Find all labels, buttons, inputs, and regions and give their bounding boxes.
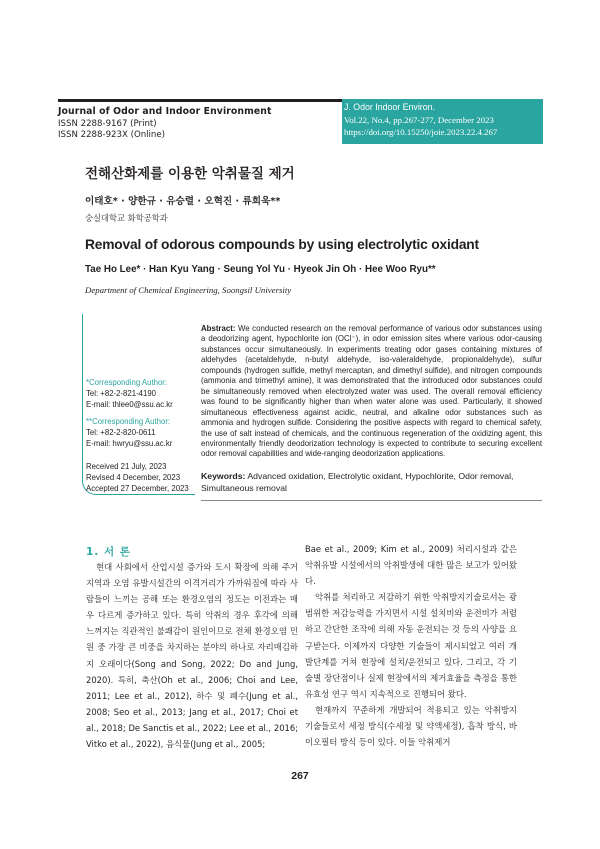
paragraph: 악취를 처리하고 저감하기 위한 악취방지기술로서는 광범위한 저감능력을 가지면서 시설 설치비와 운전비가 저렴하고 간단한 조작에 의해 자동 운전되는 것 등의 사양을 요구받는다. 이제까지 다양한 기술들이 제시되었고 여러 개발단계를 거쳐 현장에 설치/운전되고 있다. 그리고, 각 기술별 장단점이나 실제 현장에서의 제거효율을 측정을 통한 유효성 연구 역시 지속적으로 진행되어 왔다. — [305, 592, 517, 699]
page-number: 267 — [291, 770, 309, 782]
keywords — [201, 470, 542, 494]
korean-title: 전해산화제를 이용한 악취물질 제거 — [85, 166, 295, 182]
issn-online: ISSN 2288-923X (Online) — [58, 130, 166, 140]
paragraph: 현대 사회에서 산업시설 증가와 도시 확장에 의해 주거지역과 오염 유발시설간의 이격거리가 가까워짐에 따라 사람들이 느끼는 공해 또는 환경오염의 정도는 이전과는 매우 다르게 증가하고 있다. 특히 악취의 경우 후각에 의해 느껴지는 직관적인 불쾌감이 원인이므로 전체 환경오염 민원 중 가장 큰 비중을 차지하는 분야의 하나로 자리매김하지 오래이다(Song and Song, 2022; Do and Jung, 2020). 특히, 축산(Oh et al., 2006; Choi and Lee, 2011; Lee et al., 2012), 하수 및 폐수(Jung et al., 2008; Seo et al., 2013; Jang et al., 2017; Choi et al., 2018; De Sanctis et al., 2022; Lee et al., 2016; Vitko et al., 2022), 음식물(Jung et al., 2005; — [86, 562, 298, 750]
abstract-label: Abstract: — [201, 324, 236, 333]
english-title: Removal of odorous compounds by using electrolytic oxidant — [85, 237, 479, 252]
corresponding-tel-2: Tel: +82-2-820-0611 — [86, 428, 156, 437]
accepted-date: Accepted 27 December, 2023 — [86, 484, 189, 493]
keywords-text: Advanced oxidation, Electrolytic oxidant, Hypochlorite, Odor removal, Simultaneous removal — [201, 471, 514, 493]
revised-date: Revised 4 December, 2023 — [86, 473, 181, 482]
received-date: Received 21 July, 2023 — [86, 462, 167, 471]
corresponding-email-2[interactable]: E-mail: hwryu@ssu.ac.kr — [86, 439, 173, 448]
corresponding-email-1[interactable]: E-mail: thlee0@ssu.ac.kr — [86, 400, 173, 409]
citation-block — [342, 99, 543, 144]
body-column-left — [86, 559, 298, 752]
abstract-text: We conducted research on the removal performance of various odor substances using a deodorizing agent, hypochlorite ion (OCl⁻), in odor emission sites where various odor-causing substances occur simultaneously. In experiments treating odor gases containing mixtures of aldehydes (acetaldehyde, n-butyl aldehyde, iso-valeraldehyde, propionaldehyde), sulfur compounds (hydrogen sulfide, methyl mercaptan, and dimethyl sulfide), and nitrogen compounds (ammonia and trimethyl amine), it was demonstrated that the introduced odor substances could be simultaneously removed when electrolyzed water was used. The overall removal efficiency was found to be significantly higher than when water alone was used. Particularly, it showed simultaneous effectiveness against acidic, neutral, and alkaline odor substances such as ammonia and hydrogen sulfide. Considering the positive aspects with regard to chemical safety, the use of salt instead of chemicals, and the continuous regeneration of the oxidizing agent, this environmentally friendly deodorization technology is expected to contribute to securing excellent odor removal capabilities and wide-ranging deodorization applications. — [201, 324, 542, 459]
issn-print: ISSN 2288-9167 (Print) — [58, 119, 157, 129]
korean-affiliation: 숭실대학교 화학공학과 — [85, 213, 168, 223]
abstract-divider — [201, 500, 542, 501]
doi-link[interactable]: https://doi.org/10.15250/joie.2023.22.4.267 — [344, 127, 498, 137]
volume-info: Vol.22, No.4, pp.267-277, December 2023 — [344, 115, 494, 125]
abstract — [201, 324, 542, 460]
corresponding-author-label-2: **Corresponding Author: — [86, 417, 171, 426]
english-authors: Tae Ho Lee* · Han Kyu Yang · Seung Yol Yu · Hyeok Jin Oh · Hee Woo Ryu** — [85, 264, 436, 275]
keywords-label: Keywords: — [201, 471, 246, 481]
body-column-right — [305, 541, 517, 750]
english-affiliation: Department of Chemical Engineering, Soongsil University — [85, 285, 292, 295]
journal-name: Journal of Odor and Indoor Environment — [58, 106, 272, 117]
section-heading-introduction: 1. 서 론 — [86, 546, 131, 558]
paragraph: 현재까지 꾸준하게 개발되어 적용되고 있는 악취방지 기술들로서 세정 방식(수세정 및 약액세정), 흡착 방식, 바이오필터 방식 등이 있다. 이들 악취제거 — [305, 704, 517, 748]
journal-abbrev: J. Odor Indoor Environ. — [344, 102, 435, 112]
corresponding-tel-1: Tel: +82-2-821-4190 — [86, 389, 157, 398]
corresponding-author-label-1: *Corresponding Author: — [86, 378, 168, 387]
journal-info-block — [58, 99, 342, 144]
paragraph: Bae et al., 2009; Kim et al., 2009) 처리시설과 같은 악취유발 시설에서의 악취발생에 대한 많은 보고가 있어왔다. — [305, 544, 517, 587]
korean-authors: 이태호* · 양한규 · 유승렬 · 오혁진 · 류희욱** — [85, 196, 281, 207]
